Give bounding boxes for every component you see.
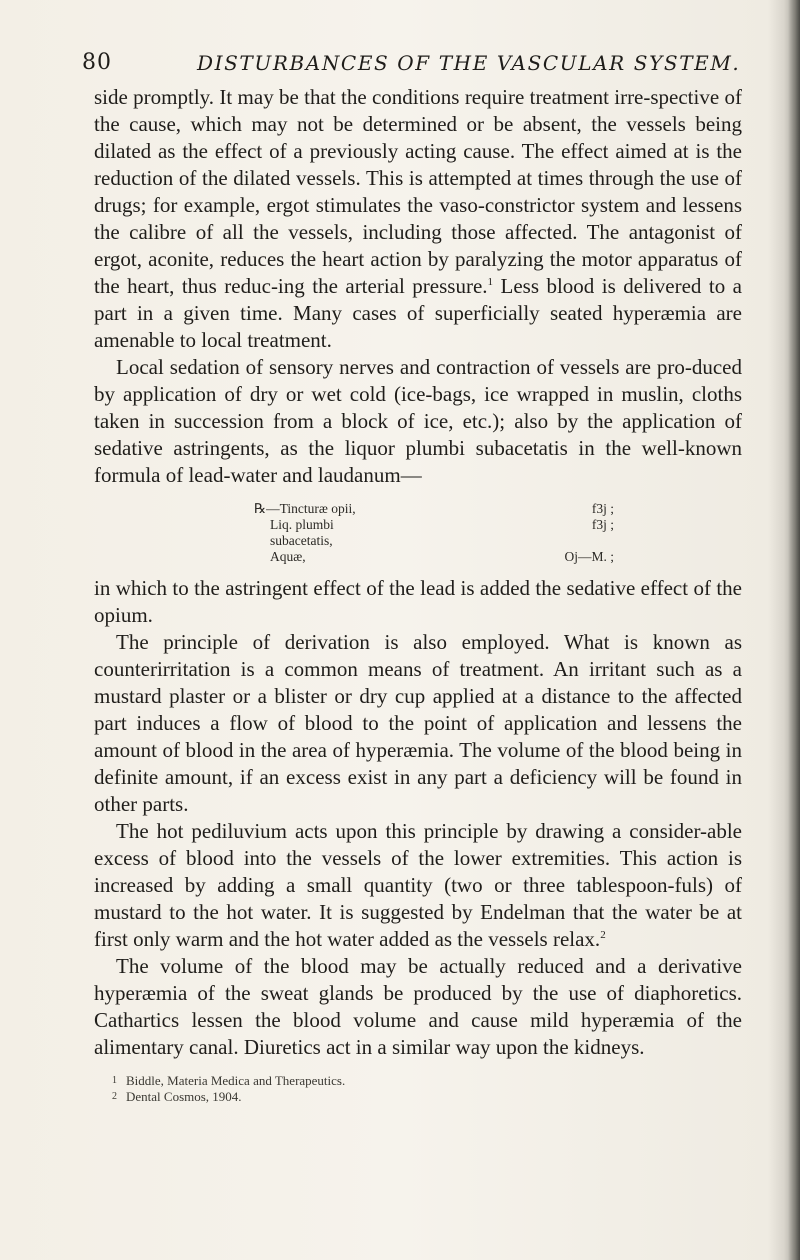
formula-quantity: f3j ;	[591, 517, 614, 532]
footnote-text: Biddle, Materia Medica and Therapeutics.	[126, 1073, 346, 1088]
formula-row	[94, 517, 614, 549]
formula-row	[94, 549, 614, 565]
footnote-ref-1: 1	[487, 276, 494, 288]
paragraph-1-text: side promptly. It may be that the conditions require treatment irre-spective of the cause, which may not be determined or be absent, the vessels being dilated as the effect of a previously acting cause. The effect aimed at is the reduction of the dilated vessels. This is attempted at times through the use of drugs; for example, ergot stimulates the vaso-constrictor system and lessens the calibre of all the vessels, including those affected. The antagonist of ergot, aconite, reduces the heart action by paralyzing the motor apparatus of the heart, thus reduc-ing the arterial pressure.	[94, 85, 742, 298]
body-text	[94, 84, 742, 1105]
page-edge-shadow	[788, 0, 800, 1260]
paragraph-6: The volume of the blood may be actually reduced and a derivative hyperæmia of the sweat glands be produced by the use of diaphoretics. Cathartics lessen the blood volume and cause mild hyperæmia of the alimentary canal. Diuretics act in a similar way upon the kidneys.	[94, 954, 742, 1059]
paragraph-4: The principle of derivation is also employed. What is known as counterirritation is a common means of treatment. An irritant such as a mustard plaster or a blister or dry cup applied at a distance to the affected part induces a flow of blood to the point of application and lessens the amount of blood in the area of hyperæmia. The volume of the blood being in definite amount, if an excess exist in any part a deficiency will be found in other parts.	[94, 630, 742, 816]
paragraph-1	[94, 84, 742, 354]
page-header	[82, 50, 762, 82]
formula-ingredient: ℞—Tincturæ opii,	[254, 501, 356, 516]
footnote	[112, 1089, 742, 1105]
paragraph-1-tail: Less blood is delivered to a part in a given time. Many cases of superficially seated hyperæmia are amenable to local treatment.	[94, 274, 742, 352]
paragraph-2: Local sedation of sensory nerves and contraction of vessels are pro-duced by application of dry or wet cold (ice-bags, ice wrapped in muslin, cloths taken in succession from a block of ice, etc.); also by the application of sedative astringents, as the liquor plumbi subacetatis in the well-known formula of lead-water and laudanum—	[94, 355, 742, 487]
paragraph-3: in which to the astringent effect of the lead is added the sedative effect of the opium.	[94, 576, 742, 627]
formula-quantity: Oj—M. ;	[564, 549, 614, 564]
paragraph-5-text: The hot pediluvium acts upon this principle by drawing a consider-able excess of blood into the vessels of the lower extremities. This action is increased by adding a small quantity (two or three tablespoon-fuls) of mustard to the hot water. It is suggested by Endelman that the water be at first only warm and the hot water added as the vessels relax.	[94, 819, 742, 951]
footnote-mark: 1	[112, 1075, 117, 1086]
page-number: 80	[82, 50, 112, 75]
footnote	[112, 1073, 742, 1089]
paragraph-5	[94, 818, 742, 953]
footnotes	[94, 1073, 742, 1105]
footnote-mark: 2	[112, 1091, 117, 1102]
prescription-formula	[94, 501, 742, 565]
formula-ingredient: Liq. plumbi subacetatis,	[270, 517, 334, 548]
formula-quantity: f3j ;	[591, 501, 614, 516]
footnote-ref-2: 2	[600, 929, 606, 941]
footnote-text: Dental Cosmos, 1904.	[126, 1089, 242, 1104]
formula-row	[94, 501, 614, 517]
formula-ingredient: Aquæ,	[270, 549, 306, 564]
running-head: DISTURBANCES OF THE VASCULAR SYSTEM.	[197, 51, 741, 75]
